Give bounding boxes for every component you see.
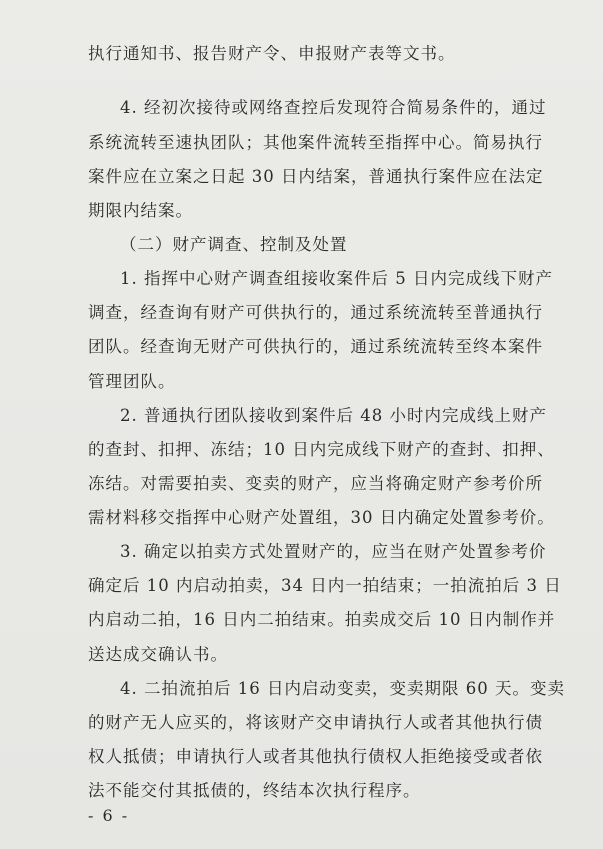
text-line: 送达成交确认书。 [88,645,228,664]
text-line: 的财产无人应买的，将该财产交申请执行人或者其他执行债 [88,713,543,732]
text-line: 期限内结案。 [88,201,193,220]
text-line: 确定后 10 内启动拍卖，34 日内一拍结束；一拍流拍后 3 日 [88,576,562,595]
text-line: 3. 确定以拍卖方式处置财产的，应当在财产处置参考价 [120,542,547,561]
text-line: 4. 二拍流拍后 16 日内启动变卖，变卖期限 60 天。变卖 [120,679,565,698]
text-line: 内启动二拍，16 日内二拍结束。拍卖成交后 10 日内制作并 [88,610,556,629]
text-line: 2. 普通执行团队接收到案件后 48 小时内完成线上财产 [120,406,547,425]
text-line: 调查，经查询有财产可供执行的，通过系统流转至普通执行 [88,303,543,322]
text-line: 案件应在立案之日起 30 日内结案，普通执行案件应在法定 [88,167,544,186]
text-line: 执行通知书、报告财产令、申报财产表等文书。 [88,44,456,63]
text-line: 法不能交付其抵债的，终结本次执行程序。 [88,781,421,800]
page-number: - 6 - [88,806,130,825]
text-line: 团队。经查询无财产可供执行的，通过系统流转至终本案件 [88,337,543,356]
text-line: 管理团队。 [88,372,176,391]
text-line: 1. 指挥中心财产调查组接收案件后 5 日内完成线下财产 [120,269,553,288]
text-line: 系统流转至速执团队；其他案件流转至指挥中心。简易执行 [88,133,543,152]
text-line: 冻结。对需要拍卖、变卖的财产，应当将确定财产参考价所 [88,474,543,493]
text-line: 的查封、扣押、冻结；10 日内完成线下财产的查封、扣押、 [88,440,555,459]
text-line: 权人抵债；申请执行人或者其他执行债权人拒绝接受或者依 [88,747,543,766]
text-line: 4. 经初次接待或网络查控后发现符合简易条件的，通过 [120,98,547,117]
section-heading: （二）财产调查、控制及处置 [120,235,348,254]
text-line: 需材料移交指挥中心财产处置组，30 日内确定处置参考价。 [88,508,555,527]
